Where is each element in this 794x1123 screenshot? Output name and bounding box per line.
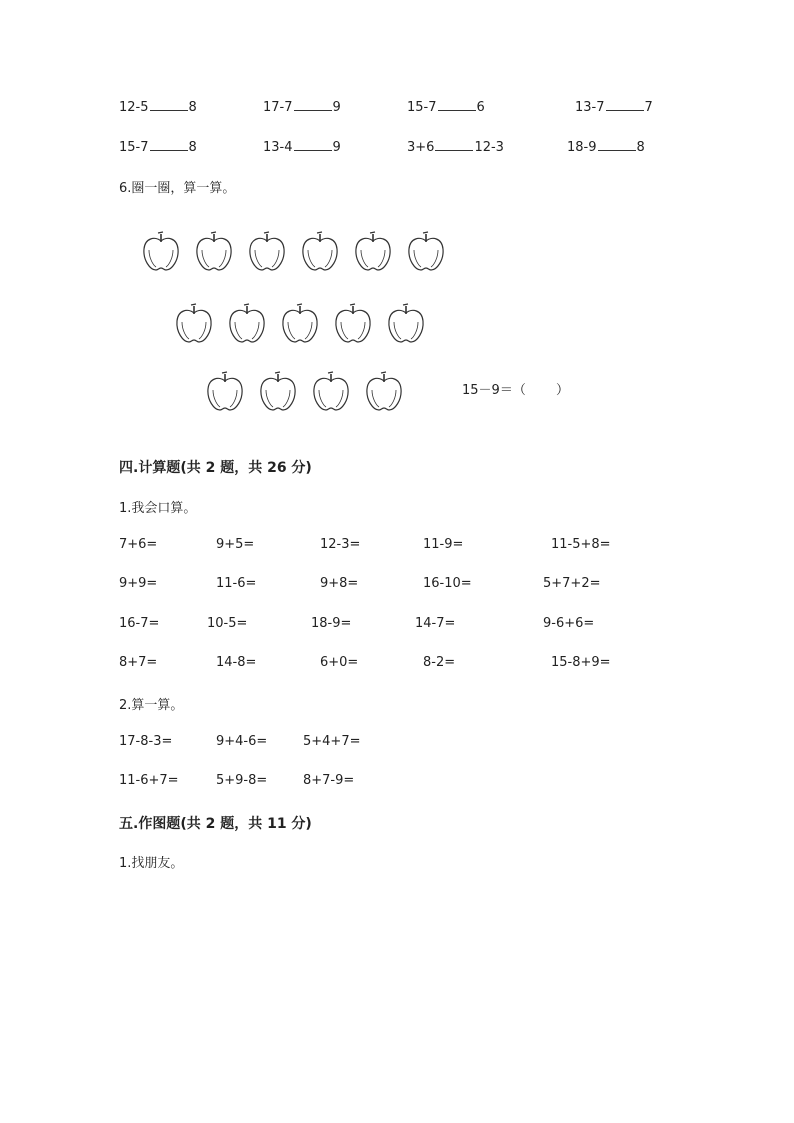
oral-calc-item: 10-5= xyxy=(207,616,248,631)
compare-item: 15-7 6 xyxy=(407,100,485,115)
oral-calc-item: 11-5+8= xyxy=(551,537,611,552)
oral-calc-item: 8+7= xyxy=(119,655,158,670)
compare-item: 15-7 8 xyxy=(119,140,197,155)
section-title: 四.计算题(共 2 题，共 26 分) xyxy=(119,460,312,476)
apple-icon xyxy=(364,370,404,414)
answer-blank[interactable] xyxy=(294,138,332,151)
apple-icon xyxy=(141,230,181,274)
calc-item: 9+4-6= xyxy=(216,734,268,749)
compare-item: 17-7 9 xyxy=(263,100,341,115)
question-prompt: 2.算一算。 xyxy=(119,698,184,713)
oral-calc-item: 16-7= xyxy=(119,616,160,631)
answer-blank[interactable] xyxy=(606,98,644,111)
equation-answer[interactable]: 15－9＝（ ） xyxy=(462,383,569,398)
oral-calc-item: 14-8= xyxy=(216,655,257,670)
oral-calc-item: 11-6= xyxy=(216,576,257,591)
apple-icon xyxy=(205,370,245,414)
question-prompt: 1.我会口算。 xyxy=(119,501,197,516)
oral-calc-item: 9+5= xyxy=(216,537,255,552)
oral-calc-item: 6+0= xyxy=(320,655,359,670)
oral-calc-item: 12-3= xyxy=(320,537,361,552)
apple-icon xyxy=(353,230,393,274)
answer-blank[interactable] xyxy=(150,138,188,151)
oral-calc-item: 8-2= xyxy=(423,655,456,670)
compare-item: 3+6 12-3 xyxy=(407,140,504,155)
question-prompt: 1.找朋友。 xyxy=(119,856,184,871)
question-prompt: 6.圈一圈，算一算。 xyxy=(119,181,236,196)
apple-icon xyxy=(280,302,320,346)
apple-icon xyxy=(333,302,373,346)
oral-calc-item: 7+6= xyxy=(119,537,158,552)
apple-icon xyxy=(311,370,351,414)
answer-blank[interactable] xyxy=(294,98,332,111)
compare-item: 13-4 9 xyxy=(263,140,341,155)
answer-blank[interactable] xyxy=(150,98,188,111)
section-title: 五.作图题(共 2 题，共 11 分) xyxy=(119,816,312,832)
oral-calc-item: 9+9= xyxy=(119,576,158,591)
compare-item: 18-9 8 xyxy=(567,140,645,155)
answer-blank[interactable] xyxy=(598,138,636,151)
oral-calc-item: 18-9= xyxy=(311,616,352,631)
apple-icon xyxy=(194,230,234,274)
compare-item: 12-5 8 xyxy=(119,100,197,115)
apple-icon xyxy=(406,230,446,274)
apple-icon xyxy=(174,302,214,346)
apple-icon xyxy=(258,370,298,414)
oral-calc-item: 9-6+6= xyxy=(543,616,595,631)
answer-blank[interactable] xyxy=(438,98,476,111)
calc-item: 17-8-3= xyxy=(119,734,173,749)
calc-item: 8+7-9= xyxy=(303,773,355,788)
oral-calc-item: 16-10= xyxy=(423,576,472,591)
apple-icon xyxy=(247,230,287,274)
oral-calc-item: 11-9= xyxy=(423,537,464,552)
apple-icon xyxy=(227,302,267,346)
apple-icon xyxy=(386,302,426,346)
oral-calc-item: 14-7= xyxy=(415,616,456,631)
oral-calc-item: 9+8= xyxy=(320,576,359,591)
calc-item: 11-6+7= xyxy=(119,773,179,788)
compare-item: 13-7 7 xyxy=(575,100,653,115)
answer-blank[interactable] xyxy=(435,138,473,151)
calc-item: 5+4+7= xyxy=(303,734,361,749)
oral-calc-item: 5+7+2= xyxy=(543,576,601,591)
apple-icon xyxy=(300,230,340,274)
calc-item: 5+9-8= xyxy=(216,773,268,788)
oral-calc-item: 15-8+9= xyxy=(551,655,611,670)
